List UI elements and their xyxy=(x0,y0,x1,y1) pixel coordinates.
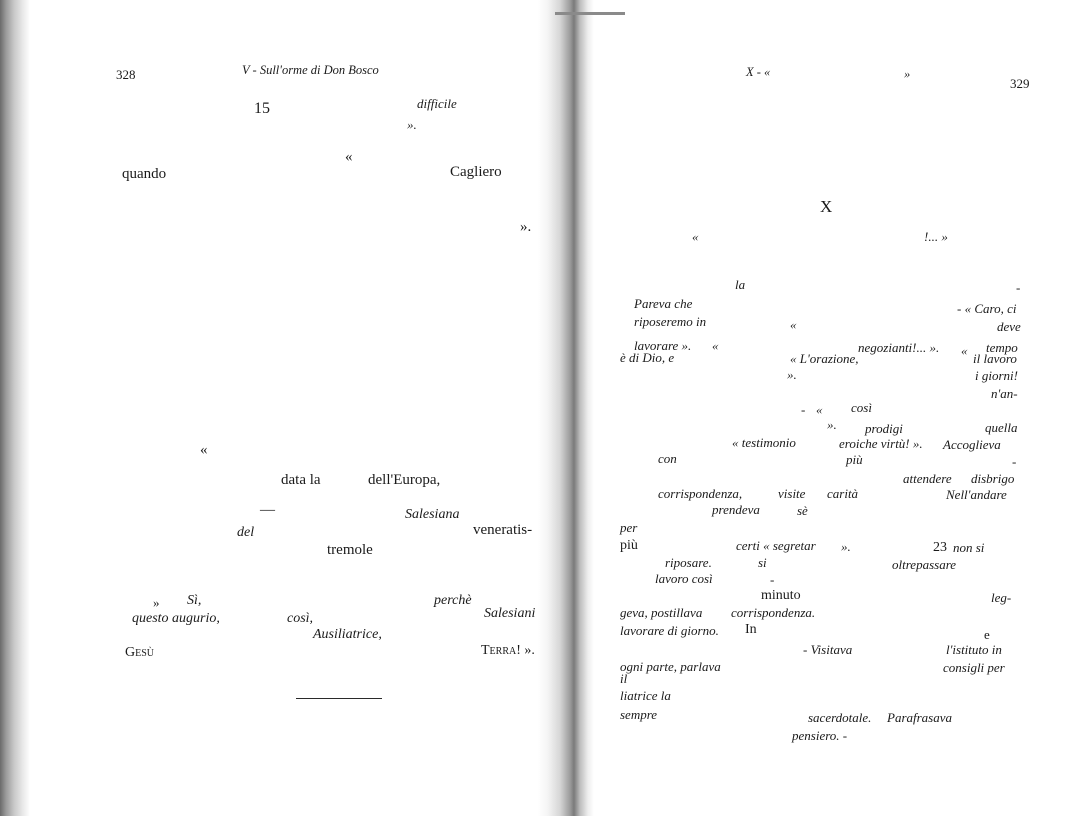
text-fragment: ogni parte, parlava xyxy=(620,659,721,674)
text-fragment: questo augurio, xyxy=(132,611,220,626)
text-fragment: « L'orazione, xyxy=(790,351,859,366)
text-fragment: è di Dio, e xyxy=(620,350,675,365)
text-fragment: pensiero. - xyxy=(792,728,848,743)
text-fragment: così, xyxy=(287,611,314,626)
text-fragment: « xyxy=(961,343,968,358)
text-fragment: » xyxy=(153,595,160,610)
text-fragment: quando xyxy=(122,166,167,182)
text-fragment: Gesù xyxy=(125,645,155,660)
chapter-number: X xyxy=(820,197,833,216)
scanner-edge xyxy=(0,0,30,816)
text-fragment: consigli per xyxy=(943,660,1005,675)
text-fragment: geva, postillava xyxy=(620,605,703,620)
text-fragment: disbrigo xyxy=(971,471,1015,486)
text-fragment: così xyxy=(851,400,872,415)
footnote-ref: 15 xyxy=(254,100,270,117)
text-fragment: In xyxy=(745,622,757,637)
text-fragment: minuto xyxy=(761,588,801,603)
running-head: V - Sull'orme di Don Bosco xyxy=(242,63,379,77)
text-fragment: certi « segretar xyxy=(736,538,816,553)
text-fragment: - xyxy=(770,572,775,587)
text-fragment: più xyxy=(846,452,863,467)
text-fragment: il lavoro xyxy=(973,351,1017,366)
epigraph-close: !... » xyxy=(924,229,948,244)
text-fragment: corrispondenza. xyxy=(731,605,816,620)
epigraph-open: « xyxy=(692,229,699,244)
page-number: 329 xyxy=(1010,76,1030,91)
text-fragment: ». xyxy=(827,417,837,432)
text-fragment: lavorare di giorno. xyxy=(620,623,719,638)
text-fragment: attendere xyxy=(903,471,952,486)
text-fragment: perchè xyxy=(434,593,472,608)
text-fragment: difficile xyxy=(417,96,457,111)
text-fragment: sempre xyxy=(620,707,658,722)
text-fragment: tremole xyxy=(327,542,373,558)
text-fragment: - « Caro, ci xyxy=(957,301,1017,316)
text-fragment: liatrice la xyxy=(620,688,671,703)
text-fragment: Accoglieva xyxy=(943,437,1001,452)
text-fragment: visite xyxy=(778,486,806,501)
running-head: » xyxy=(904,67,911,81)
text-fragment: la xyxy=(735,277,746,292)
section-rule xyxy=(296,698,382,699)
text-fragment: Nell'andare xyxy=(946,487,1007,502)
text-fragment: i giorni! xyxy=(975,368,1018,383)
text-fragment: lavorare ». xyxy=(634,338,692,353)
text-fragment: deve xyxy=(997,319,1021,334)
text-fragment: eroiche virtù! ». xyxy=(839,436,923,451)
text-fragment: riposeremo in xyxy=(634,314,707,329)
text-fragment: riposare. xyxy=(665,555,712,570)
text-fragment: e xyxy=(984,627,990,642)
text-fragment: con xyxy=(658,451,677,466)
text-fragment: « xyxy=(712,338,719,353)
text-fragment: del xyxy=(237,525,255,540)
text-fragment: « xyxy=(816,402,823,417)
text-fragment: non si xyxy=(953,540,985,555)
text-fragment: 23 xyxy=(933,540,947,555)
text-fragment: - xyxy=(801,402,806,417)
text-fragment: « xyxy=(200,442,208,458)
text-fragment: data la xyxy=(281,472,321,488)
text-fragment: l'istituto in xyxy=(946,642,1002,657)
text-fragment: più xyxy=(620,538,638,553)
text-fragment: prodigi xyxy=(865,421,903,436)
text-fragment: ». xyxy=(787,367,797,382)
text-fragment: — xyxy=(260,502,275,518)
text-fragment: dell'Europa, xyxy=(368,472,441,488)
text-fragment: ». xyxy=(841,539,851,554)
text-fragment: leg- xyxy=(991,590,1012,605)
left-page xyxy=(30,0,540,816)
right-page xyxy=(594,0,1075,816)
text-fragment: carità xyxy=(827,486,859,501)
text-fragment: ». xyxy=(407,117,417,132)
text-fragment: il xyxy=(620,671,628,686)
text-fragment: corrispondenza, xyxy=(658,486,743,501)
text-fragment: Ausiliatrice, xyxy=(313,627,382,642)
text-fragment: per xyxy=(620,520,638,535)
text-fragment: lavoro così xyxy=(655,571,713,586)
text-fragment: Salesiani xyxy=(484,606,536,621)
text-fragment: oltrepassare xyxy=(892,557,957,572)
text-fragment: Salesiana xyxy=(405,507,460,522)
text-fragment: - Visitava xyxy=(803,642,853,657)
text-fragment: quella xyxy=(985,420,1018,435)
text-fragment: ». xyxy=(520,219,532,235)
page-number: 328 xyxy=(116,67,136,82)
text-fragment: n'an- xyxy=(991,386,1018,401)
text-fragment: prendeva xyxy=(712,502,760,517)
text-fragment: veneratis- xyxy=(473,522,533,538)
text-fragment: « testimonio xyxy=(732,435,796,450)
text-fragment: negozianti!... ». xyxy=(858,340,940,355)
text-fragment: - xyxy=(1016,280,1021,295)
text-fragment: tempo xyxy=(986,340,1018,355)
text-fragment: « xyxy=(790,317,797,332)
text-fragment: Terra! ». xyxy=(481,643,535,658)
text-fragment: Cagliero xyxy=(450,164,502,180)
text-fragment: si xyxy=(758,555,767,570)
text-fragment: Parafrasava xyxy=(887,710,952,725)
text-fragment: sacerdotale. xyxy=(808,710,872,725)
book-gutter xyxy=(538,0,594,816)
text-fragment: - xyxy=(1012,454,1017,469)
text-fragment: Pareva che xyxy=(634,296,693,311)
text-fragment: Sì, xyxy=(187,593,202,608)
text-fragment: sè xyxy=(797,503,808,518)
text-fragment: « xyxy=(345,149,353,165)
running-head: X - « xyxy=(746,65,771,79)
